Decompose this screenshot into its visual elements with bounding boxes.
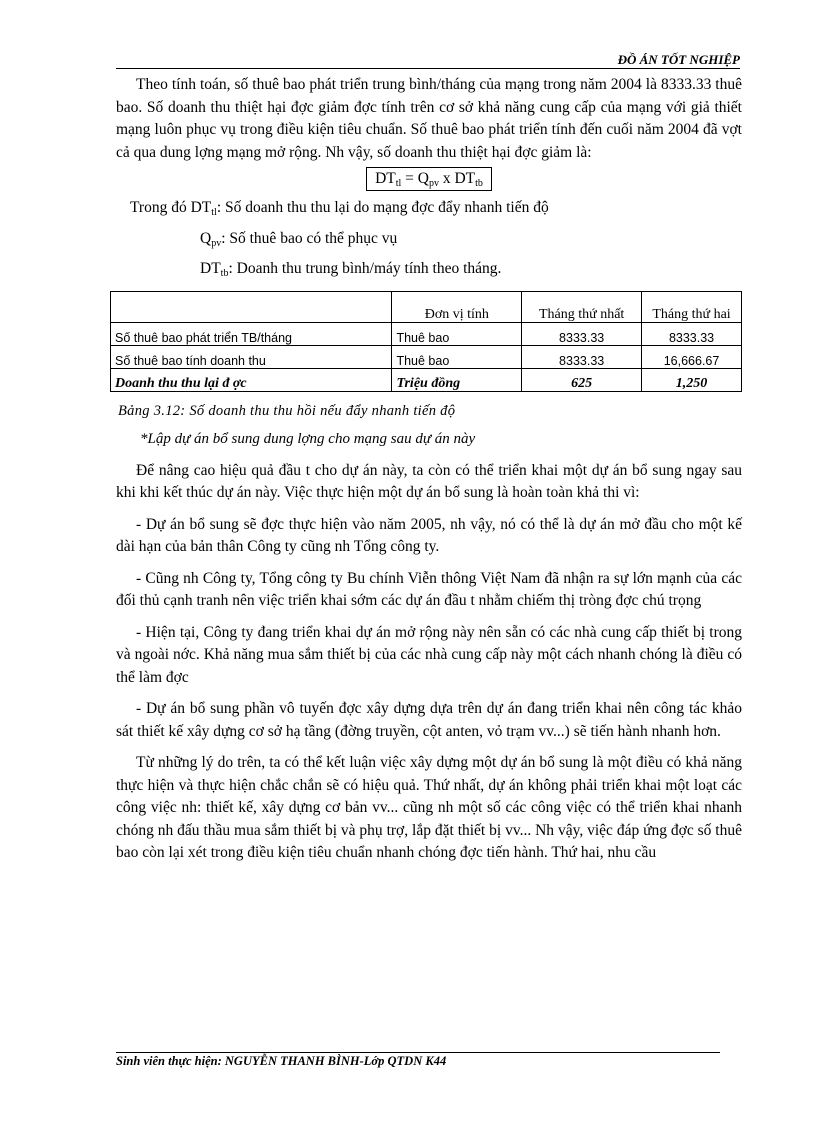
paragraph-4: - Cũng nh Công ty, Tổng công ty Bu chính Viễn thông Việt Nam đã nhận ra sự lớn mạnh của các đối thủ cạnh tranh nên việc triển khai sớm các dự án đầu t nhằm chiếm thị tròng đợc chú trọng (116, 569, 742, 609)
table-row (111, 368, 742, 391)
table-cell: Thuê bao (392, 345, 522, 368)
section-subheading: *Lập dự án bổ sung dung lợng cho mạng sau dự án này (140, 431, 476, 447)
definition-dttb: $DT_{tb}$: Doanh thu trung bình/máy tính theo tháng. (200, 260, 502, 279)
formula-lhs: DT (375, 170, 396, 187)
paragraph-2: Để nâng cao hiệu quả đầu t cho dự án này, ta còn có thể triển khai một dự án bổ sung ngay sau khi khi kết thúc dự án này. Việc thực hiện một dự án bổ sung là hoàn toàn khả thi vì: (116, 461, 742, 501)
table-cell: 16,666.67 (642, 345, 742, 368)
table-cell: 1,250 (642, 368, 742, 391)
paragraph-7: Từ những lý do trên, ta có thể kết luận việc xây dựng một dự án bổ sung là một điều có khả năng thực hiện và thực hiện chắc chắn sẽ có hiệu quả. Thứ nhất, dự án không phải triển khai một loạt các công việc nh: thiết kế, xây dựng cơ bản vv... cũng nh một số các công việc có thể triển khai nhanh chóng nh đấu thầu mua sắm thiết bị và phụ trợ, lắp đặt thiết bị vv... Nh vậy, việc đáp ứng đợc số thuê bao còn lại xét trong điều kiện tiêu chuẩn nhanh chóng đợc tiến hành. Thứ hai, nhu cầu (116, 754, 742, 861)
table-cell: Triệu đồng (392, 368, 522, 391)
table-header-row (111, 291, 742, 322)
formula-box: $DT_{tl} = Q_{pv}$ x $DT_{tb}$ (366, 167, 492, 191)
table-cell: Số thuê bao phát triển TB/tháng (111, 322, 392, 345)
table-cell: 8333.33 (642, 322, 742, 345)
table-cell: 8333.33 (522, 322, 642, 345)
paragraph-5: - Hiện tại, Công ty đang triển khai dự án mở rộng này nên sẵn có các nhà cung cấp thiết bị trong và ngoài nớc. Khả năng mua sắm thiết bị của các nhà cung cấp này một cách nhanh chóng là điều có thể làm đợc (116, 623, 742, 686)
table-header-cell: Đơn vị tính (392, 291, 522, 322)
definition-dttl: Trong đó $DT_{tl}$: Số doanh thu thu lại do mạng đợc đẩy nhanh tiến độ (130, 199, 549, 218)
table-cell: 625 (522, 368, 642, 391)
footer-text: Sinh viên thực hiện: NGUYỄN THANH BÌNH-Lớp QTDN K44 (116, 1054, 447, 1068)
table-header-cell (111, 291, 392, 322)
table-cell: Số thuê bao tính doanh thu (111, 345, 392, 368)
table-cell: 8333.33 (522, 345, 642, 368)
page-body (116, 74, 742, 865)
table-cell: Doanh thu thu lại đ ợc (111, 368, 392, 391)
header-title: ĐỒ ÁN TỐT NGHIỆP (617, 52, 740, 67)
formula-block (116, 167, 742, 196)
table-row (111, 345, 742, 368)
page-header (116, 52, 740, 69)
table-row (111, 322, 742, 345)
paragraph-3: - Dự án bổ sung sẽ đợc thực hiện vào năm 2005, nh vậy, nó có thể là dự án mở đầu cho một kế dài hạn của bản thân Công ty cũng nh Tổng công ty. (116, 515, 742, 555)
page-footer (116, 1052, 720, 1069)
table-caption: Bảng 3.12: Số doanh thu thu hồi nếu đẩy nhanh tiến độ (118, 402, 456, 419)
paragraph-6: - Dự án bổ sung phần vô tuyến đợc xây dựng dựa trên dự án đang triển khai nên công tác khảo sát thiết kế xây dựng cơ sở hạ tầng (đờng truyền, cột anten, vỏ trạm vv...) sẽ tiến hành nhanh hơn. (116, 700, 742, 740)
paragraph-1: Theo tính toán, số thuê bao phát triển trung bình/tháng của mạng trong năm 2004 là 8333.33 thuê bao. Số doanh thu thiệt hại đợc giảm đợc tính trên cơ sở khả năng cung cấp của mạng với giả thiết mạng luôn phục vụ trong điều kiện tiêu chuẩn. Số thuê bao phát triển tính đến cuối năm 2004 đã vợt cả qua dung lợng mạng mở rộng. Nh vậy, số doanh thu thiệt hại đợc giảm là: (116, 76, 742, 161)
table-header-cell: Tháng thứ hai (642, 291, 742, 322)
definition-qpv: $Q_{pv}$: Số thuê bao có thể phục vụ (200, 229, 398, 249)
table-header-cell: Tháng thứ nhất (522, 291, 642, 322)
table-cell: Thuê bao (392, 322, 522, 345)
revenue-table (110, 291, 742, 392)
